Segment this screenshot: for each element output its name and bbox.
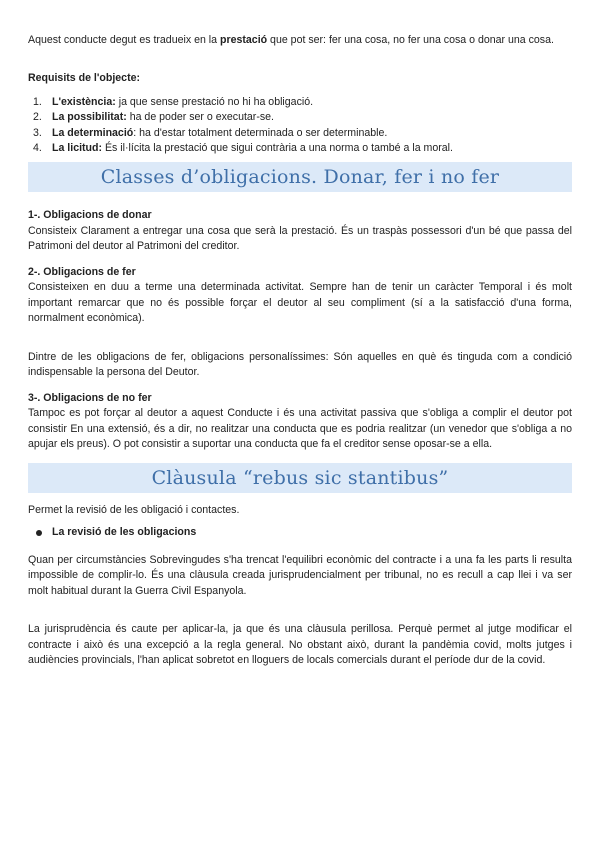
spacer bbox=[28, 327, 572, 350]
list-number: 1. bbox=[33, 96, 42, 108]
section-no-fer bbox=[28, 391, 572, 453]
list-item bbox=[33, 126, 572, 141]
requisits-list bbox=[28, 95, 572, 156]
list-item bbox=[33, 110, 572, 125]
subheading-donar: 1-. Obligacions de donar bbox=[28, 209, 152, 222]
document-page bbox=[28, 33, 572, 669]
paragraph-donar: Consisteix Clarament a entregar una cosa que serà la prestació. És un traspàs possessori d'un bé que passa del Patrimoni del deutor al Patrimoni del creditor. bbox=[28, 224, 572, 253]
paragraph-personalissimes: Dintre de les obligacions de fer, obligacions personalíssimes: Són aquelles en què és tinguda com a condició indispensable la persona del Deutor. bbox=[28, 350, 572, 379]
list-term: L'existència: bbox=[52, 96, 116, 108]
list-text: És il·lícita la prestació que sigui contrària a una norma o també a la moral. bbox=[102, 141, 453, 154]
paragraph-rebus-1: Quan per circumstàncies Sobrevingudes s'ha trencat l'equilibri econòmic del contracte i a una fa les parts li resulta impossible de complir-lo. És una clàusula creada jurisprudencialment per tribunal, no es recull a cap llei i va ser molt habitual durant la Guerra Civil Espanyola. bbox=[28, 553, 572, 597]
list-number: 3. bbox=[33, 126, 42, 139]
list-number: 2. bbox=[33, 111, 42, 124]
subheading-no-fer: 3-. Obligacions de no fer bbox=[28, 391, 152, 404]
bullet-dot-icon bbox=[36, 530, 42, 536]
intro-paragraph bbox=[28, 33, 572, 49]
bullet-item bbox=[36, 525, 572, 541]
list-term: La licitud: bbox=[52, 141, 103, 154]
bullet-text: La revisió de les obligacions bbox=[52, 526, 197, 539]
requisits-title: Requisits de l'objecte: bbox=[28, 71, 141, 84]
paragraph-fer: Consisteixen en duu a terme una determinada activitat. Sempre han de tenir un caràcter Temporal i és molt important remarcar que no és possible forçar el deutor al seu compliment (sí a la satisfacció d'una forma, normalment econòmica). bbox=[28, 281, 572, 325]
section-fer bbox=[28, 265, 572, 327]
section-donar bbox=[28, 208, 572, 255]
list-text: : ha d'estar totalment determinada o ser determinable. bbox=[133, 126, 388, 139]
list-item bbox=[33, 95, 572, 110]
paragraph-rebus-2: La jurisprudència és caute per aplicar-la, ja que és una clàusula perillosa. Perquè permet al jutge modificar el contracte i això és una excepció a la regla general. No obstant això, durant la pandèmia covid, molts jutges i audiències provincials, l'han aplicat sobretot en lloguers de locals comercials durant el període dur de la covid. bbox=[28, 623, 572, 667]
list-term: La determinació bbox=[52, 126, 134, 139]
list-item bbox=[33, 141, 572, 156]
paragraph-rebus-intro: Permet la revisió de les obligació i contactes. bbox=[28, 503, 240, 516]
intro-bold-term: prestació bbox=[220, 34, 268, 46]
section-heading-rebus: Clàusula “rebus sic stantibus” bbox=[28, 463, 572, 493]
intro-text: Aquest conducte degut es tradueix en la bbox=[28, 34, 220, 46]
spacer bbox=[28, 599, 572, 622]
list-term: La possibilitat: bbox=[52, 111, 127, 124]
paragraph-no-fer: Tampoc es pot forçar al deutor a aquest Conducte i és una activitat passiva que s'obliga a complir el deutor pot consistir En una extensió, és a dir, no realitzar una conducta que es podria realitzar (un venedor que s'obliga a no apujar els preus). O pot consistir a suportar una conducta que fa el creditor sense oposar-se a ella. bbox=[28, 407, 572, 451]
list-text: ha de poder ser o executar-se. bbox=[126, 111, 274, 124]
list-number: 4. bbox=[33, 141, 42, 154]
subheading-fer: 2-. Obligacions de fer bbox=[28, 265, 136, 278]
list-text: ja que sense prestació no hi ha obligació. bbox=[115, 96, 314, 108]
intro-text-end: que pot ser: fer una cosa, no fer una cosa o donar una cosa. bbox=[267, 34, 554, 46]
section-heading-classes: Classes d’obligacions. Donar, fer i no fer bbox=[28, 162, 572, 192]
